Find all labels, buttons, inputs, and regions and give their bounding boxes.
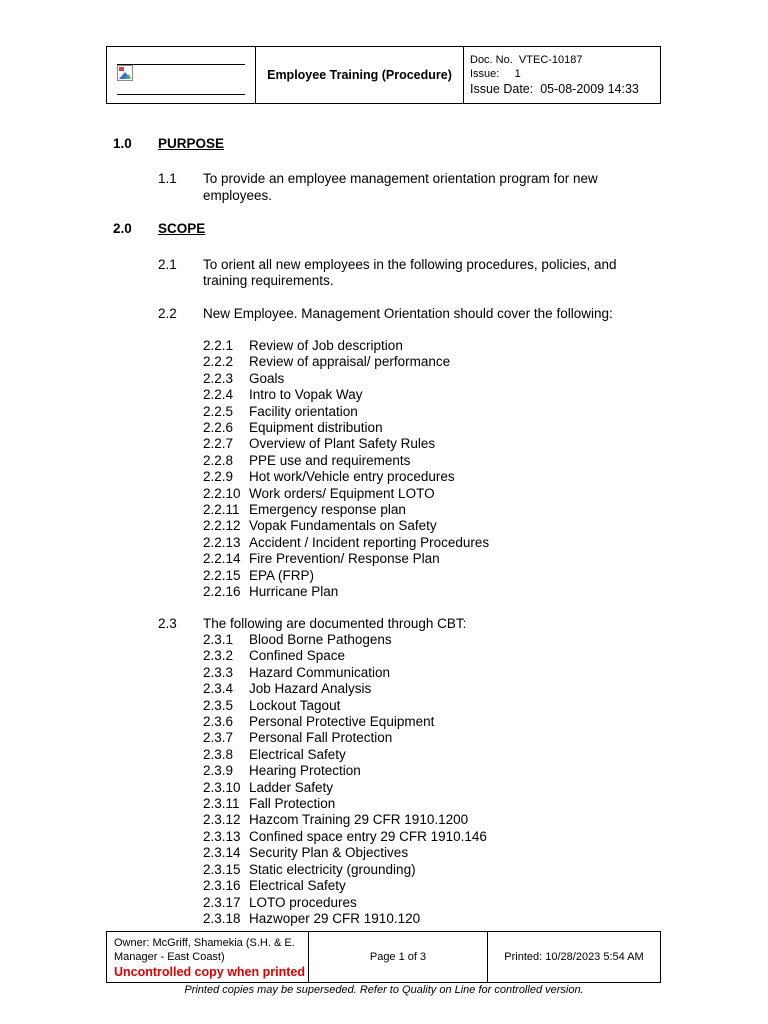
paragraph-line: employees. bbox=[203, 188, 273, 203]
document-info bbox=[464, 47, 660, 103]
list-item-text: Hazwoper 29 CFR 1910.120 bbox=[249, 910, 421, 926]
list-item-number: 2.3.9 bbox=[203, 763, 234, 779]
list-item-number: 2.2.11 bbox=[203, 502, 240, 518]
list-item-number: 2.2.14 bbox=[203, 551, 241, 567]
list-item bbox=[203, 681, 487, 697]
list-item bbox=[203, 387, 489, 403]
list-item-text: Confined space entry 29 CFR 1910.146 bbox=[249, 828, 487, 844]
owner-cell bbox=[107, 932, 309, 982]
paragraph-line: To provide an employee management orientation program for new bbox=[203, 171, 598, 186]
list-item bbox=[203, 535, 489, 551]
list-item-text: LOTO procedures bbox=[249, 894, 357, 910]
list-item-number: 2.3.2 bbox=[203, 648, 234, 664]
list-item bbox=[203, 845, 487, 861]
list-item-text: Work orders/ Equipment LOTO bbox=[249, 485, 435, 501]
list-item-number: 2.3.17 bbox=[203, 894, 241, 910]
list-item-number: 2.3.16 bbox=[203, 878, 241, 894]
list-item bbox=[203, 747, 487, 763]
list-item bbox=[203, 796, 487, 812]
list-item-text: Hurricane Plan bbox=[249, 584, 339, 600]
list-item-text: Blood Borne Pathogens bbox=[249, 632, 392, 647]
list-item-text: Accident / Incident reporting Procedures bbox=[249, 534, 490, 550]
list-item bbox=[203, 420, 489, 436]
list-item-number: 2.2.13 bbox=[203, 534, 241, 550]
document-footer bbox=[106, 931, 661, 983]
list-item-text: Electrical Safety bbox=[249, 878, 346, 894]
issue-date-label: Issue Date: bbox=[470, 82, 534, 96]
list-item-number: 2.2.1 bbox=[203, 338, 234, 353]
list-item-number: 2.2.9 bbox=[203, 469, 234, 485]
list-item bbox=[203, 812, 487, 828]
paragraph-line: The following are documented through CBT: bbox=[203, 616, 467, 631]
list-item-text: Ladder Safety bbox=[249, 779, 334, 795]
list-item-text: Hazcom Training 29 CFR 1910.1200 bbox=[249, 812, 469, 828]
section-number: 2.0 bbox=[113, 221, 132, 236]
printed-timestamp: Printed: 10/28/2023 5:54 AM bbox=[504, 951, 644, 963]
list-item-number: 2.3.6 bbox=[203, 714, 234, 730]
cbt-topic-list bbox=[203, 632, 487, 927]
list-item-number: 2.3.5 bbox=[203, 697, 234, 713]
list-item-number: 2.2.7 bbox=[203, 436, 234, 452]
list-item bbox=[203, 730, 487, 746]
list-item-number: 2.3.14 bbox=[203, 845, 241, 861]
subsection-number: 1.1 bbox=[158, 171, 177, 186]
list-item bbox=[203, 551, 489, 567]
list-item bbox=[203, 878, 487, 894]
subsection-number: 2.3 bbox=[158, 616, 177, 631]
section-title-purpose: PURPOSE bbox=[158, 136, 225, 151]
list-item-text: Fire Prevention/ Response Plan bbox=[249, 551, 440, 567]
list-item bbox=[203, 780, 487, 796]
list-item-number: 2.3.10 bbox=[203, 779, 241, 795]
list-item-text: Goals bbox=[249, 370, 285, 386]
list-item bbox=[203, 714, 487, 730]
list-item-number: 2.2.10 bbox=[203, 485, 241, 501]
list-item-number: 2.3.18 bbox=[203, 910, 241, 926]
list-item-number: 2.2.3 bbox=[203, 370, 234, 386]
issue-date-value: 05-08-2009 14:33 bbox=[540, 82, 639, 96]
paragraph-line: New Employee. Management Orientation should cover the following: bbox=[203, 306, 613, 321]
list-item-text: Fall Protection bbox=[249, 796, 336, 812]
list-item-number: 2.2.16 bbox=[203, 584, 241, 600]
list-item bbox=[203, 436, 489, 452]
broken-image-icon bbox=[117, 65, 133, 81]
list-item-number: 2.3.15 bbox=[203, 861, 241, 877]
list-item-text: Hot work/Vehicle entry procedures bbox=[249, 469, 455, 485]
section-title-scope: SCOPE bbox=[158, 221, 206, 236]
list-item-text: PPE use and requirements bbox=[249, 452, 411, 468]
list-item-text: Confined Space bbox=[249, 648, 346, 664]
list-item bbox=[203, 469, 489, 485]
logo-cell bbox=[107, 47, 256, 103]
list-item-number: 2.2.4 bbox=[203, 387, 234, 403]
list-item-text: Personal Protective Equipment bbox=[249, 714, 435, 730]
list-item bbox=[203, 895, 487, 911]
list-item-number: 2.3.11 bbox=[203, 796, 240, 812]
list-item-number: 2.2.15 bbox=[203, 567, 241, 583]
list-item-number: 2.2.2 bbox=[203, 354, 234, 370]
footer-note: Printed copies may be superseded. Refer to Quality on Line for controlled version. bbox=[184, 984, 584, 996]
list-item-number: 2.3.3 bbox=[203, 664, 234, 680]
issue-value: 1 bbox=[514, 68, 521, 80]
list-item-text: Equipment distribution bbox=[249, 420, 383, 436]
list-item bbox=[203, 354, 489, 370]
list-item-text: Security Plan & Objectives bbox=[249, 845, 409, 861]
list-item-text: EPA (FRP) bbox=[249, 567, 315, 583]
list-item-number: 2.3.8 bbox=[203, 746, 234, 762]
list-item bbox=[203, 453, 489, 469]
list-item-text: Lockout Tagout bbox=[249, 697, 341, 713]
list-item-text: Emergency response plan bbox=[249, 502, 406, 518]
list-item bbox=[203, 338, 489, 354]
list-item bbox=[203, 829, 487, 845]
list-item bbox=[203, 518, 489, 534]
list-item-number: 2.2.8 bbox=[203, 452, 234, 468]
list-item-number: 2.2.6 bbox=[203, 420, 234, 436]
paragraph-line: training requirements. bbox=[203, 273, 334, 288]
list-item-number: 2.3.1 bbox=[203, 632, 234, 647]
list-item-text: Facility orientation bbox=[249, 403, 358, 419]
list-item-number: 2.2.12 bbox=[203, 518, 241, 534]
list-item bbox=[203, 632, 487, 648]
list-item-text: Electrical Safety bbox=[249, 746, 346, 762]
subsection-number: 2.1 bbox=[158, 257, 177, 272]
doc-no-label: Doc. No. bbox=[470, 54, 513, 66]
list-item-number: 2.2.5 bbox=[203, 403, 234, 419]
list-item bbox=[203, 911, 487, 927]
section-number: 1.0 bbox=[113, 136, 132, 151]
divider bbox=[117, 94, 245, 95]
list-item bbox=[203, 568, 489, 584]
list-item bbox=[203, 502, 489, 518]
page-number: Page 1 of 3 bbox=[309, 932, 488, 982]
owner-line: Owner: McGriff, Shamekia (S.H. & E. bbox=[114, 937, 295, 949]
list-item bbox=[203, 763, 487, 779]
list-item-text: Review of appraisal/ performance bbox=[249, 354, 451, 370]
document-header bbox=[106, 46, 661, 104]
list-item bbox=[203, 404, 489, 420]
list-item bbox=[203, 648, 487, 664]
list-item bbox=[203, 862, 487, 878]
list-item-text: Review of Job description bbox=[249, 338, 403, 353]
list-item-text: Overview of Plant Safety Rules bbox=[249, 436, 436, 452]
list-item-number: 2.3.13 bbox=[203, 828, 241, 844]
divider bbox=[117, 64, 245, 65]
list-item bbox=[203, 371, 489, 387]
list-item bbox=[203, 698, 487, 714]
list-item-text: Hazard Communication bbox=[249, 664, 391, 680]
orientation-topic-list bbox=[203, 338, 489, 601]
list-item-text: Job Hazard Analysis bbox=[249, 681, 372, 697]
owner-line: Manager - East Coast) bbox=[114, 951, 225, 963]
subsection-number: 2.2 bbox=[158, 306, 177, 321]
list-item-text: Intro to Vopak Way bbox=[249, 387, 363, 403]
doc-no-value: VTEC-10187 bbox=[518, 54, 583, 66]
list-item-number: 2.3.12 bbox=[203, 812, 241, 828]
list-item-text: Hearing Protection bbox=[249, 763, 361, 779]
document-title: Employee Training (Procedure) bbox=[256, 47, 464, 103]
list-item-number: 2.3.4 bbox=[203, 681, 234, 697]
list-item-text: Static electricity (grounding) bbox=[249, 861, 416, 877]
list-item-text: Vopak Fundamentals on Safety bbox=[249, 518, 437, 534]
list-item-number: 2.3.7 bbox=[203, 730, 234, 746]
list-item bbox=[203, 584, 489, 600]
list-item bbox=[203, 665, 487, 681]
paragraph-line: To orient all new employees in the following procedures, policies, and bbox=[203, 257, 617, 272]
list-item-text: Personal Fall Protection bbox=[249, 730, 393, 746]
list-item bbox=[203, 486, 489, 502]
uncontrolled-copy-warning: Uncontrolled copy when printed bbox=[114, 965, 305, 979]
issue-label: Issue: bbox=[470, 68, 500, 80]
